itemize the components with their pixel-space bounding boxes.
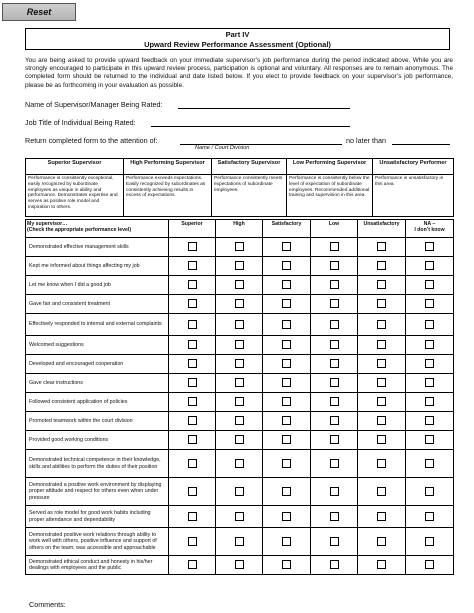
rating-checkbox[interactable]: [377, 299, 386, 308]
rating-cell: [311, 528, 358, 556]
supervisor-name-label: Name of Supervisor/Manager Being Rated:: [25, 100, 163, 109]
rating-cell: [311, 336, 358, 355]
rating-checkbox[interactable]: [330, 280, 339, 289]
rating-checkbox[interactable]: [282, 320, 291, 329]
rating-cell: [216, 556, 263, 575]
part-label: Part IV: [225, 30, 250, 39]
rating-cell: [358, 412, 406, 431]
rating-checkbox[interactable]: [188, 299, 197, 308]
rating-cell: [311, 295, 358, 314]
rating-cell: [358, 478, 406, 506]
rating-checkbox[interactable]: [425, 242, 434, 251]
rating-cell: [358, 238, 406, 257]
rating-cell: [263, 238, 311, 257]
rating-cell: [358, 431, 406, 450]
level-header: Superior: [169, 220, 216, 238]
rating-checkbox[interactable]: [188, 487, 197, 496]
rating-cell: [169, 478, 216, 506]
rating-checkbox[interactable]: [235, 537, 244, 546]
rating-checkbox[interactable]: [330, 560, 339, 569]
table-row: [26, 238, 454, 257]
rating-checkbox[interactable]: [330, 537, 339, 546]
rating-checkbox[interactable]: [425, 416, 434, 425]
criteria-label: Demonstrated positive work relations through ability to work well with others, positive influence and support of others on the team; was accessible and approachable: [26, 528, 169, 556]
rating-checkbox[interactable]: [282, 560, 291, 569]
rating-checkbox[interactable]: [377, 537, 386, 546]
level-header: Unsatisfactory: [358, 220, 406, 238]
rating-checkbox[interactable]: [235, 397, 244, 406]
rating-cell: [169, 257, 216, 276]
rating-checkbox[interactable]: [330, 242, 339, 251]
rating-cell: [263, 412, 311, 431]
criteria-label: Provided good working conditions: [26, 431, 169, 450]
criteria-label: Promoted teamwork within the court division: [26, 412, 169, 431]
rating-scale-table: [25, 158, 454, 217]
rating-checkbox[interactable]: [425, 261, 434, 270]
rating-cell: [216, 238, 263, 257]
rating-checkbox[interactable]: [235, 340, 244, 349]
rating-cell: [169, 506, 216, 528]
table-row: [26, 528, 454, 556]
rating-checkbox[interactable]: [188, 537, 197, 546]
rating-checkbox[interactable]: [282, 512, 291, 521]
criteria-label: Demonstrated ethical conduct and honesty in his/her dealings with employees and the public: [26, 556, 169, 575]
rating-cell: [311, 355, 358, 374]
rating-checkbox[interactable]: [425, 512, 434, 521]
rating-cell: [406, 393, 454, 412]
rating-cell: [216, 450, 263, 478]
rating-checkbox[interactable]: [282, 459, 291, 468]
rating-checkbox[interactable]: [282, 280, 291, 289]
rating-cell: [311, 257, 358, 276]
criteria-label: Effectively responded to internal and external complaints: [26, 314, 169, 336]
rating-checkbox[interactable]: [188, 359, 197, 368]
rating-checkbox[interactable]: [425, 435, 434, 444]
rating-checkbox[interactable]: [330, 320, 339, 329]
table-row: [26, 450, 454, 478]
return-to-label: Return completed form to the attention of:: [25, 136, 158, 145]
rating-cell: [406, 374, 454, 393]
rating-checkbox[interactable]: [235, 512, 244, 521]
rating-cell: [406, 506, 454, 528]
rating-checkbox[interactable]: [235, 299, 244, 308]
rating-checkbox[interactable]: [377, 512, 386, 521]
rating-checkbox[interactable]: [282, 416, 291, 425]
rating-cell: [263, 506, 311, 528]
rating-cell: [358, 314, 406, 336]
rating-cell: [406, 478, 454, 506]
rating-cell: [358, 528, 406, 556]
table-row: [26, 314, 454, 336]
rating-checkbox[interactable]: [282, 340, 291, 349]
section-title-box: [25, 28, 450, 50]
rating-checkbox[interactable]: [188, 435, 197, 444]
rating-checkbox[interactable]: [235, 280, 244, 289]
rating-description: Performance consistently meets expectations of subordinate employees.: [212, 175, 287, 217]
rating-description: Performance is consistently exceptional, easily recognized by subordinate employees as unique in ability and performance. Demonstrates expertise and serves as positive role model and inspiration to others.: [26, 175, 124, 217]
criteria-label: Welcomed suggestions: [26, 336, 169, 355]
criteria-label: Demonstrated effective management skills: [26, 238, 169, 257]
rating-cell: [406, 431, 454, 450]
rating-cell: [311, 450, 358, 478]
rating-description: Performance is consistently below the level of expectation of subordinate employees. Recommended additional training and supervision in this area.: [287, 175, 373, 217]
rating-checkbox[interactable]: [330, 340, 339, 349]
rating-checkbox[interactable]: [282, 261, 291, 270]
criteria-header: My supervisor… (Check the appropriate performance level): [26, 220, 169, 238]
rating-cell: [216, 257, 263, 276]
level-header: Satisfactory: [263, 220, 311, 238]
table-row: [26, 412, 454, 431]
rating-cell: [263, 295, 311, 314]
rating-checkbox[interactable]: [188, 242, 197, 251]
rating-cell: [216, 431, 263, 450]
rating-cell: [169, 276, 216, 295]
rating-checkbox[interactable]: [282, 397, 291, 406]
intro-paragraph: You are being asked to provide upward feedback on your immediate supervisor’s job performance during the period indicated above. While you are strongly encouraged to participate in this upward review process, participation is optional and voluntary. All responses are to remain anonymous. The completed form should be returned to the individual and date listed below. If you elect to provide feedback on your supervisor’s job performance, please be as forthcoming in your evaluation as possible.: [25, 57, 453, 89]
rating-cell: [169, 355, 216, 374]
rating-checkbox[interactable]: [235, 378, 244, 387]
rating-checkbox[interactable]: [235, 560, 244, 569]
rating-cell: [263, 393, 311, 412]
rating-checkbox[interactable]: [188, 416, 197, 425]
comments-label: Comments:: [29, 600, 66, 609]
rating-checkbox[interactable]: [377, 397, 386, 406]
rating-checkbox[interactable]: [330, 378, 339, 387]
rating-cell: [169, 528, 216, 556]
rating-cell: [263, 314, 311, 336]
criteria-label: Followed consistent application of policies: [26, 393, 169, 412]
rating-title: Low Performing Supervisor: [287, 159, 373, 175]
rating-checkbox[interactable]: [377, 487, 386, 496]
rating-checkbox[interactable]: [188, 512, 197, 521]
rating-checkbox[interactable]: [425, 487, 434, 496]
rating-cell: [216, 276, 263, 295]
rating-checkbox[interactable]: [377, 340, 386, 349]
rating-cell: [216, 478, 263, 506]
rating-cell: [216, 506, 263, 528]
rating-checkbox[interactable]: [282, 537, 291, 546]
criteria-label: Gave clear instructions: [26, 374, 169, 393]
rating-checkbox[interactable]: [425, 459, 434, 468]
rating-checkbox[interactable]: [235, 487, 244, 496]
rating-cell: [311, 314, 358, 336]
rating-cell: [406, 295, 454, 314]
rating-checkbox[interactable]: [188, 397, 197, 406]
level-header: NA – I don’t know: [406, 220, 454, 238]
rating-checkbox[interactable]: [188, 560, 197, 569]
rating-cell: [169, 314, 216, 336]
rating-checkbox[interactable]: [235, 261, 244, 270]
rating-checkbox[interactable]: [425, 340, 434, 349]
rating-checkbox[interactable]: [425, 378, 434, 387]
rating-checkbox[interactable]: [330, 459, 339, 468]
job-title-field[interactable]: [151, 126, 350, 127]
form-title: Upward Review Performance Assessment (Optional): [144, 40, 331, 49]
rating-cell: [406, 528, 454, 556]
supervisor-name-field[interactable]: [178, 108, 350, 109]
rating-cell: [358, 276, 406, 295]
table-row: [26, 506, 454, 528]
criteria-label: Demonstrated technical competence in their knowledge, skills and abilities to perform the duties of their position: [26, 450, 169, 478]
rating-checkbox[interactable]: [235, 435, 244, 444]
no-later-than-label: no later than: [346, 136, 386, 145]
rating-checkbox[interactable]: [377, 560, 386, 569]
rating-cell: [406, 257, 454, 276]
rating-cell: [263, 431, 311, 450]
rating-title: Satisfactory Supervisor: [212, 159, 287, 175]
level-header: Low: [311, 220, 358, 238]
rating-checkbox[interactable]: [235, 459, 244, 468]
rating-cell: [311, 238, 358, 257]
rating-cell: [311, 412, 358, 431]
rating-cell: [263, 336, 311, 355]
rating-cell: [311, 478, 358, 506]
rating-checkbox[interactable]: [330, 299, 339, 308]
rating-cell: [406, 238, 454, 257]
rating-checkbox[interactable]: [330, 359, 339, 368]
rating-checkbox[interactable]: [330, 261, 339, 270]
evaluation-table: [25, 219, 454, 575]
rating-cell: [311, 506, 358, 528]
rating-checkbox[interactable]: [282, 487, 291, 496]
rating-checkbox[interactable]: [235, 242, 244, 251]
rating-cell: [216, 355, 263, 374]
criteria-label: Gave fair and consistent treatment: [26, 295, 169, 314]
rating-cell: [169, 238, 216, 257]
rating-checkbox[interactable]: [188, 320, 197, 329]
rating-description: Performance exceeds expectations. Easily recognized by subordinates as consistently achieving results in excess of expectations.: [124, 175, 212, 217]
rating-cell: [406, 450, 454, 478]
rating-checkbox[interactable]: [377, 378, 386, 387]
name-division-caption: Name / Court Division: [195, 145, 250, 151]
rating-checkbox[interactable]: [377, 320, 386, 329]
rating-description: Performance is unsatisfactory in this area.: [373, 175, 454, 217]
rating-checkbox[interactable]: [235, 359, 244, 368]
criteria-label: Kept me informed about things affecting my job: [26, 257, 169, 276]
reset-button[interactable]: Reset: [2, 3, 76, 21]
rating-checkbox[interactable]: [282, 359, 291, 368]
rating-cell: [169, 295, 216, 314]
rating-checkbox[interactable]: [188, 378, 197, 387]
table-row: [26, 431, 454, 450]
rating-cell: [358, 257, 406, 276]
rating-cell: [169, 431, 216, 450]
rating-cell: [311, 431, 358, 450]
rating-cell: [169, 374, 216, 393]
rating-cell: [263, 257, 311, 276]
rating-cell: [169, 336, 216, 355]
rating-checkbox[interactable]: [235, 416, 244, 425]
level-header: High: [216, 220, 263, 238]
rating-checkbox[interactable]: [377, 459, 386, 468]
rating-checkbox[interactable]: [377, 435, 386, 444]
rating-cell: [169, 450, 216, 478]
rating-cell: [358, 295, 406, 314]
criteria-label: Let me know when I did a good job: [26, 276, 169, 295]
rating-cell: [358, 374, 406, 393]
rating-checkbox[interactable]: [425, 320, 434, 329]
rating-cell: [169, 412, 216, 431]
rating-title: High Performing Supervisor: [124, 159, 212, 175]
rating-cell: [263, 450, 311, 478]
rating-checkbox[interactable]: [377, 416, 386, 425]
rating-cell: [358, 393, 406, 412]
rating-cell: [169, 393, 216, 412]
table-row: [26, 374, 454, 393]
rating-title: Superior Supervisor: [26, 159, 124, 175]
rating-cell: [406, 276, 454, 295]
rating-cell: [406, 412, 454, 431]
rating-cell: [358, 355, 406, 374]
rating-cell: [406, 314, 454, 336]
rating-cell: [358, 506, 406, 528]
rating-checkbox[interactable]: [188, 340, 197, 349]
rating-checkbox[interactable]: [282, 378, 291, 387]
rating-cell: [358, 336, 406, 355]
criteria-label: Developed and encouraged cooperation: [26, 355, 169, 374]
rating-cell: [263, 556, 311, 575]
rating-cell: [358, 556, 406, 575]
rating-checkbox[interactable]: [188, 459, 197, 468]
rating-cell: [311, 556, 358, 575]
rating-cell: [169, 556, 216, 575]
rating-cell: [216, 314, 263, 336]
return-date-field[interactable]: [392, 144, 450, 145]
table-row: [26, 257, 454, 276]
rating-checkbox[interactable]: [330, 512, 339, 521]
rating-checkbox[interactable]: [377, 261, 386, 270]
rating-cell: [406, 556, 454, 575]
rating-cell: [311, 393, 358, 412]
rating-cell: [216, 393, 263, 412]
job-title-label: Job Title of Individual Being Rated:: [25, 118, 136, 127]
rating-checkbox[interactable]: [425, 280, 434, 289]
rating-cell: [216, 412, 263, 431]
rating-checkbox[interactable]: [425, 359, 434, 368]
rating-checkbox[interactable]: [330, 397, 339, 406]
table-row: [26, 295, 454, 314]
rating-cell: [311, 276, 358, 295]
rating-checkbox[interactable]: [377, 359, 386, 368]
table-row: [26, 556, 454, 575]
rating-cell: [263, 276, 311, 295]
rating-checkbox[interactable]: [282, 435, 291, 444]
rating-cell: [358, 450, 406, 478]
rating-checkbox[interactable]: [425, 560, 434, 569]
rating-cell: [216, 336, 263, 355]
rating-checkbox[interactable]: [188, 261, 197, 270]
rating-title: Unsatisfactory Performer: [373, 159, 454, 175]
table-row: [26, 276, 454, 295]
rating-cell: [406, 336, 454, 355]
table-row: [26, 336, 454, 355]
rating-cell: [263, 478, 311, 506]
rating-checkbox[interactable]: [330, 487, 339, 496]
rating-checkbox[interactable]: [425, 397, 434, 406]
rating-cell: [406, 355, 454, 374]
criteria-label: Served as role model for good work habits including proper attendance and dependability: [26, 506, 169, 528]
rating-checkbox[interactable]: [282, 242, 291, 251]
table-row: [26, 393, 454, 412]
rating-checkbox[interactable]: [235, 320, 244, 329]
table-row: [26, 355, 454, 374]
rating-checkbox[interactable]: [330, 435, 339, 444]
rating-cell: [263, 355, 311, 374]
rating-cell: [263, 374, 311, 393]
rating-checkbox[interactable]: [377, 280, 386, 289]
rating-checkbox[interactable]: [425, 299, 434, 308]
rating-cell: [263, 528, 311, 556]
rating-checkbox[interactable]: [188, 280, 197, 289]
table-row: [26, 478, 454, 506]
rating-cell: [311, 374, 358, 393]
rating-checkbox[interactable]: [425, 537, 434, 546]
rating-cell: [216, 374, 263, 393]
rating-cell: [216, 295, 263, 314]
criteria-label: Demonstrated a positive work environment by displaying proper attitude and respect for others even when under pressure: [26, 478, 169, 506]
rating-cell: [216, 528, 263, 556]
rating-checkbox[interactable]: [377, 242, 386, 251]
rating-checkbox[interactable]: [282, 299, 291, 308]
rating-checkbox[interactable]: [330, 416, 339, 425]
